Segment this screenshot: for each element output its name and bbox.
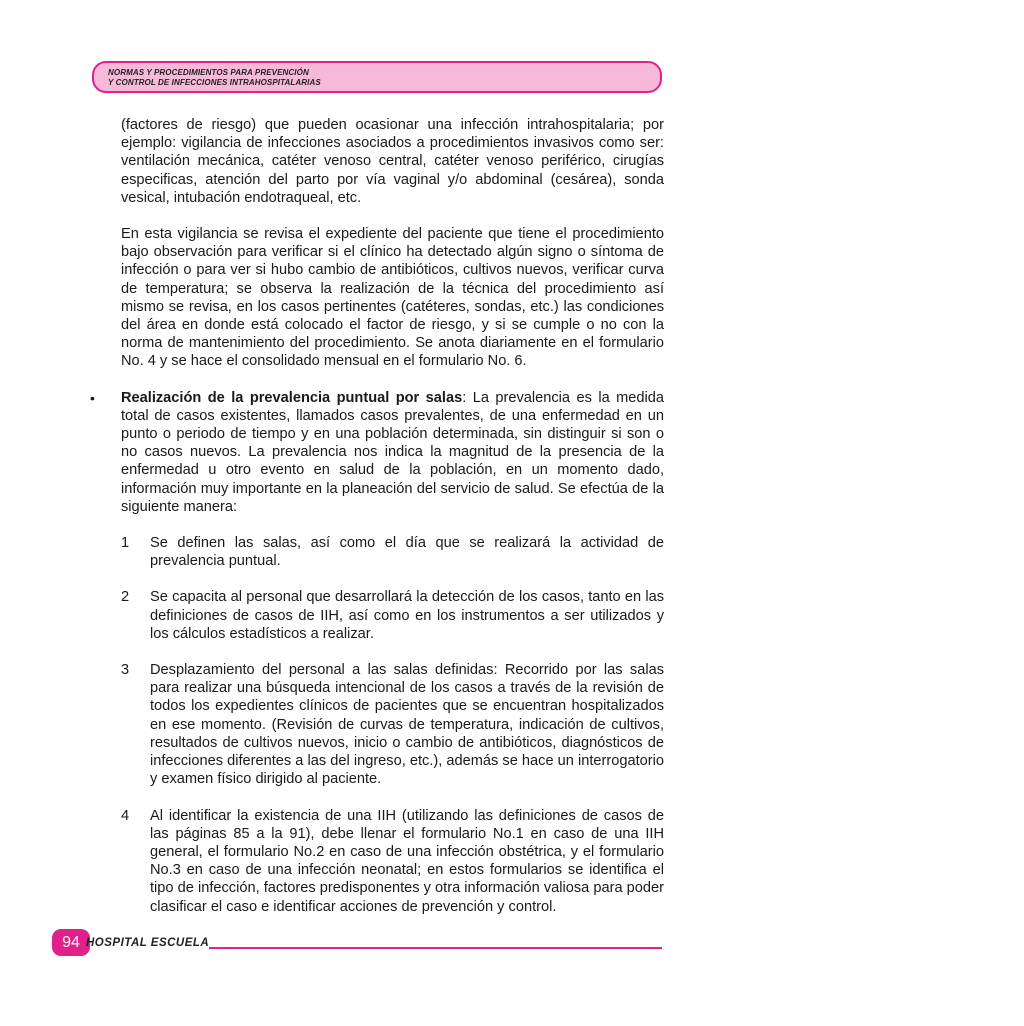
numbered-steps	[121, 534, 664, 916]
step-number: 1	[121, 535, 130, 552]
list-item	[121, 661, 664, 788]
footer-divider	[209, 947, 662, 949]
step-text: Se definen las salas, así como el día que se realizará la actividad de prevalencia puntual.	[150, 535, 664, 570]
list-item	[121, 588, 664, 643]
header-line-1: NORMAS Y PROCEDIMIENTOS PARA PREVENCIÓN	[108, 68, 309, 77]
step-number: 2	[121, 589, 130, 606]
step-text: Se capacita al personal que desarrollará la detección de los casos, tanto en las definiciones de casos de IIH, así como en los instrumentos a ser utilizados y los cálculos estadísticos a realizar.	[150, 589, 664, 642]
running-header	[92, 61, 662, 93]
bullet-icon: •	[90, 389, 95, 406]
paragraph-2: En esta vigilancia se revisa el expediente del paciente que tiene el procedimiento bajo observación para verificar si el clínico ha detectado algún signo o síntoma de infección o para ver si hubo cambio de antibióticos, cultivos nuevos, verificar curva de temperatura; se observa la realización de la técnica del procedimiento así mismo se revisa, en los casos pertinentes (catéteres, sondas, etc.) las condiciones del área en donde está colocado el factor de riesgo, y si se cumple o no con la norma de mantenimiento del procedimiento. Se anota diariamente en el formulario No. 4 y se hace el consolidado mensual en el formulario No. 6.	[121, 226, 664, 370]
page-body	[90, 116, 664, 934]
bullet-prevalencia	[90, 389, 664, 516]
list-item	[121, 534, 664, 570]
step-number: 4	[121, 807, 130, 824]
step-text: Al identificar la existencia de una IIH (utilizando las definiciones de casos de las páginas 85 a la 91), debe llenar el formulario No.1 en caso de una IIH general, el formulario No.2 en caso de una infección obstétrica, y el formulario No.3 en caso de una infección neonatal; en estos formularios se identifica el tipo de infección, factores predisponentes y otra información valiosa para poder clasificar el caso e identificar acciones de prevención y control.	[150, 807, 664, 915]
step-text: Desplazamiento del personal a las salas definidas: Recorrido por las salas para realizar una búsqueda intencional de los casos a través de la revisión de todos los expedientes clínicos de pacientes que se encuentran hospitalizados en ese momento. (Revisión de curvas de temperatura, indicación de cultivos, resultados de cultivos nuevos, inicio o cambio de antibióticos, diagnósticos de infecciones diferentes a las del ingreso, etc.), además se hace un interrogatorio y examen físico dirigido al paciente.	[150, 662, 664, 788]
step-number: 3	[121, 662, 130, 679]
header-line-2: Y CONTROL DE INFECCIONES INTRAHOSPITALARIAS	[108, 78, 321, 87]
list-item	[121, 807, 664, 916]
page-number-badge: 94	[52, 929, 90, 956]
bullet-text: : La prevalencia es la medida total de casos existentes, llamados casos prevalentes, de una enfermedad en un punto o periodo de tiempo y en una población determinada, sin distinguir si son o no casos nuevos. La prevalencia nos indica la magnitud de la presencia de la enfermedad u otro evento en salud de la población, en un momento dado, información muy importante en la planeación del servicio de salud. Se efectúa de la siguiente manera:	[121, 389, 664, 515]
paragraph-1: (factores de riesgo) que pueden ocasionar una infección intrahospitalaria; por ejemplo: vigilancia de infecciones asociados a procedimientos invasivos como ser: ventilación mecánica, catéter venoso central, catéter venoso periférico, cirugías especificas, atención del parto por vía vaginal y/o abdominal (cesárea), sonda vesical, intubación endotraqueal, etc.	[121, 117, 664, 206]
footer-title: HOSPITAL ESCUELA	[86, 937, 210, 949]
bullet-heading: Realización de la prevalencia puntual por salas	[121, 389, 463, 406]
